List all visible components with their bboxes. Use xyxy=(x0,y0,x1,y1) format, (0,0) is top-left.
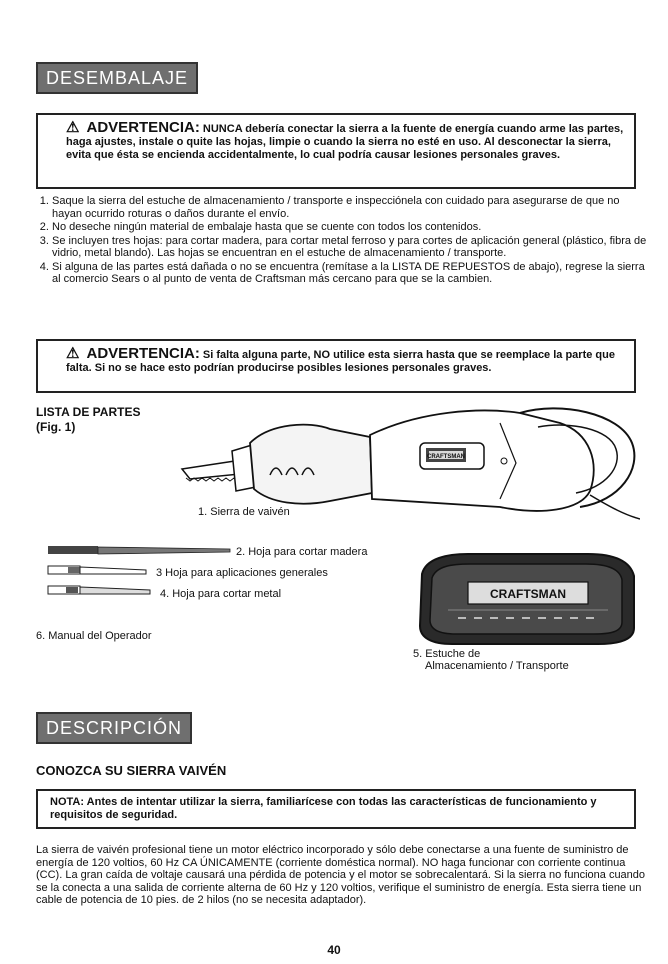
case-brand-label: CRAFTSMAN xyxy=(490,587,566,601)
section-header-unpacking: DESEMBALAJE xyxy=(36,62,198,94)
page-number: 40 xyxy=(327,943,341,957)
saw-brand-label: CRAFTSMAN xyxy=(427,454,465,460)
warning-box-1 xyxy=(36,113,636,189)
part-1-label: 1. Sierra de vaivén xyxy=(198,506,290,518)
step-1: 1. Saque la sierra del estuche de almacenamiento / transporte e inspecciónela con cuidado para asegurarse de que no hayan ocurrido roturas o daños durante el envío. xyxy=(52,195,652,220)
warning-box-2 xyxy=(36,339,636,393)
part-5-label-line2: Almacenamiento / Transporte xyxy=(425,660,569,672)
metal-blade xyxy=(48,586,150,594)
part-5-label-line1: 5. Estuche de xyxy=(413,648,481,660)
warning-1-title: ADVERTENCIA: xyxy=(86,119,200,136)
part-6-label: 6. Manual del Operador xyxy=(36,630,152,642)
warning-2-text: Si falta alguna parte, NO utilice esta sierra hasta que se reemplace la parte que falta. Si no se hace esto podrían producirse posibles lesiones personales graves. xyxy=(66,349,615,374)
general-purpose-blade xyxy=(48,566,146,574)
section-header-description: DESCRIPCIÓN xyxy=(36,712,192,744)
step-3: 3. Se incluyen tres hojas: para cortar madera, para cortar metal ferroso y para cortes de aplicación general (plástico, fibra de vidrio, metal blando). Las hojas se encuentran en el estuche de almacenamiento / transporte. xyxy=(52,235,652,260)
step-2: 2. No deseche ningún material de embalaje hasta que se cuente con todos los contenidos. xyxy=(52,221,652,234)
subheading: CONOZCA SU SIERRA VAIVÉN xyxy=(36,763,227,778)
unpacking-steps xyxy=(36,195,652,287)
step-4: 4. Si alguna de las partes está dañada o no se encuentra (remítase a la LISTA DE REPUESTOS de abajo), regrese la sierra al comercio Sears o al punto de venta de Craftsman más cercano para que se la cambien. xyxy=(52,261,652,286)
figure-label: (Fig. 1) xyxy=(36,420,76,434)
warning-triangle-icon: ⚠ xyxy=(66,119,80,136)
note-box: NOTA: Antes de intentar utilizar la sierra, familiarícese con todas las características de funcionamiento y requisitos de seguridad. xyxy=(36,789,636,829)
part-2-label: 2. Hoja para cortar madera xyxy=(236,546,368,558)
warning-2-title: ADVERTENCIA: xyxy=(86,345,200,362)
body-paragraph: La sierra de vaivén profesional tiene un motor eléctrico incorporado y sólo debe conectarse a una fuente de suministro de energía de 120 voltios, 60 Hz CA ÚNICAMENTE (corriente doméstica normal). NO haga funcionar con corriente continua (CC). La gran caída de voltaje causará una pérdida de potencia y el motor se sobrecalentará. Si la sierra no funciona cuando se la conecta a una salida de corriente alterna de 60 Hz y 120 voltios, verifique el suministro de energía. Esta sierra tiene un cable de potencia de 10 pies. de 2 hilos (no se necesita adaptador). xyxy=(36,844,646,906)
carrying-case-illustration xyxy=(408,548,644,648)
warning-1-text: NUNCA debería conectar la sierra a la fuente de energía cuando arme las partes, haga ajustes, instale o quite las hojas, limpie o cuando la sierra no esté en uso. Al desconectar la sierra, evita que ésta se encienda accidentalmente, lo cual podría causar lesiones personales graves. xyxy=(66,123,624,161)
part-3-label: 3 Hoja para aplicaciones generales xyxy=(156,567,328,579)
warning-triangle-icon: ⚠ xyxy=(66,345,80,362)
reciprocating-saw-illustration xyxy=(120,403,640,523)
part-4-label: 4. Hoja para cortar metal xyxy=(160,588,282,600)
parts-list-title: LISTA DE PARTES xyxy=(36,405,141,419)
wood-blade xyxy=(48,546,230,554)
